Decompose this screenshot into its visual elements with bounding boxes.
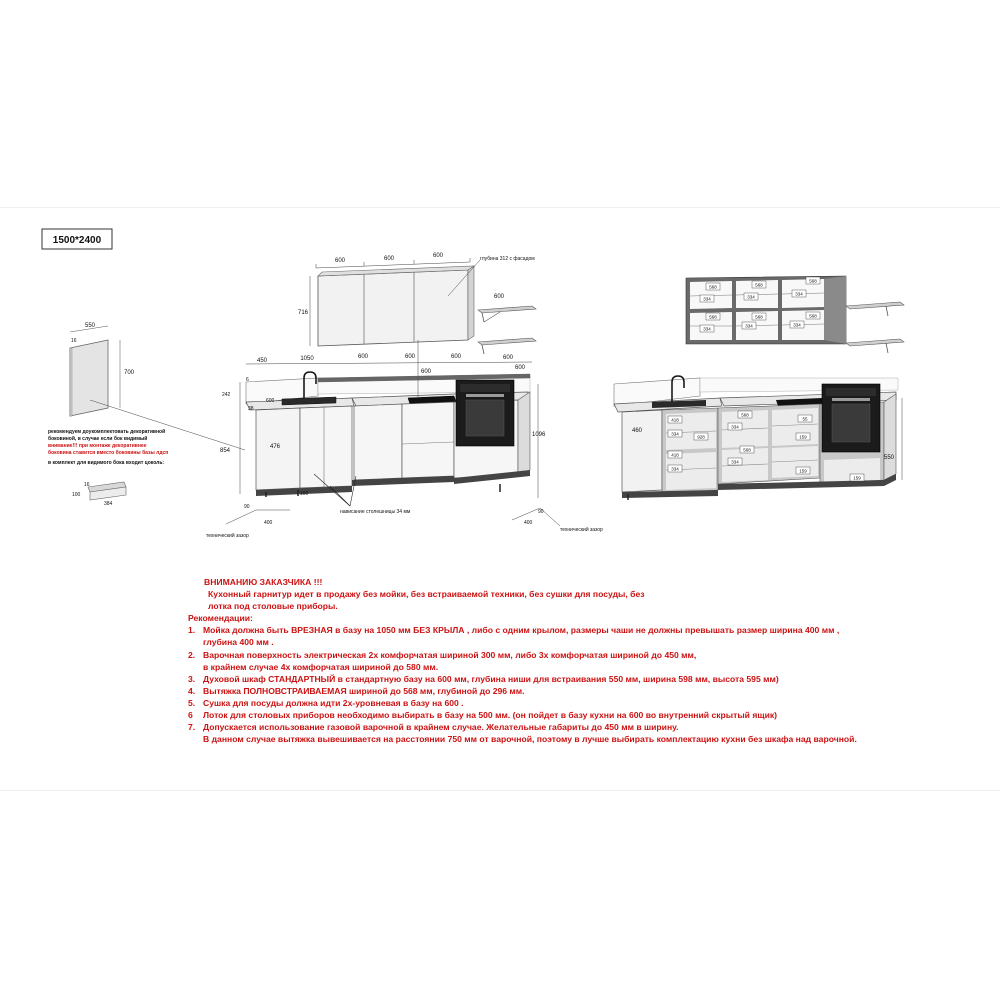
- base-width-600-d: 600: [502, 355, 514, 361]
- recommendation-line: [188, 624, 988, 636]
- side-depth: 476: [270, 444, 281, 450]
- notes-title: ВНИМАНИЮ ЗАКАЗЧИКА !!!: [204, 577, 323, 587]
- total-height: 1096: [532, 432, 546, 438]
- recommendation-number: 1.: [188, 625, 196, 636]
- offset-38: 38: [248, 406, 254, 412]
- upper-cell-7: 568: [709, 314, 717, 320]
- customer-notes: [188, 576, 988, 745]
- upper-width-3: 600: [432, 253, 444, 259]
- upper-cell-9: 568: [755, 314, 763, 320]
- recommendation-text: Мойка должна быть ВРЕЗНАЯ в базу на 1050 мм БЕЗ КРЫЛА , либо с одним крылом, размеры чаши не должны превышать размер ширина 400 мм ,: [203, 625, 840, 636]
- notes-intro-1: Кухонный гарнитур идет в продажу без мойки, без встраиваемой техники, без сушки для посуды, без: [208, 589, 645, 600]
- recommendation-line: [188, 721, 988, 733]
- base-height: 854: [220, 448, 231, 454]
- panel-note-red-1: внимание!!! при монтаже декоративнее: [48, 443, 147, 449]
- panel-width: 550: [84, 323, 96, 329]
- base-width-600-c: 600: [450, 354, 462, 360]
- recommendation-line: [188, 685, 988, 697]
- middle-label-4: 334: [731, 459, 739, 465]
- panel-height: 700: [124, 370, 135, 376]
- base-dim-line: [246, 362, 532, 364]
- upper-width-2: 600: [383, 256, 395, 262]
- drawer-label-1: 55: [802, 416, 808, 422]
- oven-label: 159: [853, 475, 861, 481]
- recommendation-number: 4.: [188, 685, 196, 696]
- recommendation-line: в крайнем случае 4х комфорчатая шириной до 580 мм.: [203, 661, 439, 672]
- right-depth-dim: 600: [514, 365, 526, 371]
- size-label: 1500*2400: [52, 235, 102, 246]
- gap-left-width: 400: [264, 520, 273, 526]
- plinth-thickness: 16: [84, 482, 90, 488]
- upper-cell-11: 568: [809, 313, 817, 319]
- gap-left: 90: [244, 504, 250, 510]
- tech-gap-left-line: [226, 510, 256, 524]
- drawer-label-2: 159: [799, 434, 807, 440]
- sink-depth: 600: [266, 398, 275, 404]
- gap-right-width: 400: [524, 520, 533, 526]
- base-width-450: 450: [256, 358, 268, 364]
- gap-right-w-line: [512, 508, 540, 520]
- notes-intro-2: лотка под столовые приборы.: [208, 601, 338, 612]
- upper-cell-1: 568: [709, 284, 717, 290]
- upper-depth-note: глубина 312 с фасадом: [480, 256, 535, 262]
- corner-label-1: 418: [671, 417, 679, 423]
- recommendation-line: [188, 697, 988, 709]
- recommendation-text: Варочная поверхность электрическая 2х комфорчатая шириной 300 мм, либо 3х комфорчатая шириной до 450 мм,: [203, 649, 697, 660]
- base-width-600-b: 600: [404, 354, 416, 360]
- recommendation-line: [188, 673, 988, 685]
- recommendation-number: 7.: [188, 722, 196, 733]
- upper-cell-3: 568: [755, 282, 763, 288]
- panel-note-black-1: рекомендуем доукомплектовать декоративной: [48, 429, 166, 435]
- upper-cell-2: 334: [703, 296, 711, 302]
- notes-items: [188, 624, 988, 745]
- recommendation-line: глубина 400 мм .: [203, 637, 274, 648]
- recommendation-line: В данном случае вытяжка вывешивается на расстоянии 750 мм от варочной, поэтому в лучше выбирать комплектацию кухни без шкафа над варочной.: [203, 734, 857, 745]
- wall-shelves: [478, 306, 536, 354]
- overhang-note: нависание столешницы 34 мм: [340, 509, 411, 515]
- base-cabinets: [246, 372, 530, 497]
- panel-note-black-3: в комплект для видимого бока входит цоколь:: [48, 460, 165, 466]
- right-shelves: [846, 302, 904, 353]
- corner-label-3: 418: [671, 452, 679, 458]
- middle-label-1: 568: [741, 412, 749, 418]
- shelf-width: 600: [494, 294, 505, 300]
- base-width-1050: 1050: [300, 356, 314, 362]
- corner-label-4: 334: [671, 466, 679, 472]
- corner-label-5: 928: [697, 434, 705, 440]
- plinth-height-dim: 100: [300, 491, 309, 497]
- panel-note-red-2: боковина ставится вместо боковины базы лдсп: [48, 450, 169, 456]
- recommendation-text: Допускается использование газовой варочной в крайнем случае. Желательные габариты до 450 мм в ширину.: [203, 722, 679, 733]
- notes-rec-title: Рекомендации:: [188, 613, 253, 624]
- plinth-height: 100: [72, 492, 81, 498]
- upper-cell-10: 334: [745, 323, 753, 329]
- recommendation-line: [188, 649, 988, 661]
- drawer-label-3: 159: [799, 468, 807, 474]
- upper-cell-5: 568: [809, 278, 817, 284]
- recommendation-text: Сушка для посуды должна идти 2х-уровневая в базу на 600 .: [203, 697, 464, 708]
- middle-label-2: 334: [731, 424, 739, 430]
- upper-cabinets: [310, 258, 480, 346]
- middle-label-3: 568: [743, 447, 751, 453]
- plinth-piece: [72, 482, 126, 507]
- tech-gap-right: технический зазор: [560, 527, 603, 533]
- recommendation-text: Лоток для столовых приборов необходимо выбирать в базу на 500 мм. (он пойдет в базу кухни на 600 во внутренний скрытый ящик): [203, 710, 778, 721]
- upper-cell-8: 334: [703, 326, 711, 332]
- tech-gap-left: технический зазор: [206, 533, 249, 539]
- recommendation-number: 2.: [188, 649, 196, 660]
- plinth-length: 384: [104, 501, 113, 507]
- panel-note-black-2: боковиной, в случае если бок видимый: [48, 436, 148, 442]
- recommendation-number: 6: [188, 710, 193, 721]
- panel-thickness: 16: [71, 338, 77, 344]
- upper-cell-4: 334: [747, 294, 755, 300]
- upper-width-1: 600: [334, 258, 346, 264]
- backsplash-height: 242: [222, 392, 231, 398]
- upper-cell-6: 334: [795, 291, 803, 297]
- upper-height: 716: [298, 310, 309, 316]
- recommendation-text: Духовой шкаф СТАНДАРТНЫЙ в стандартную базу на 600 мм, глубина ниши для встраивания 550 мм, ширина 598 мм, высота 595 мм): [203, 673, 779, 684]
- recommendation-number: 3.: [188, 673, 196, 684]
- base-width-600-a: 600: [357, 354, 369, 360]
- recommendation-number: 5.: [188, 697, 196, 708]
- corner-label-2: 334: [671, 431, 679, 437]
- interior-right-depth: 550: [884, 455, 895, 461]
- recommendation-text: Вытяжка ПОЛНОВСТРАИВАЕМАЯ шириной до 568 мм, глубиной до 296 мм.: [203, 685, 525, 696]
- interior-left-depth: 460: [632, 428, 643, 434]
- gap-right: 90: [538, 509, 544, 515]
- upper-cell-12: 334: [793, 322, 801, 328]
- base-interior: [614, 376, 898, 500]
- oven-width-dim: 600: [420, 369, 432, 375]
- recommendation-line: [188, 709, 988, 721]
- offset-6: 6: [246, 377, 249, 383]
